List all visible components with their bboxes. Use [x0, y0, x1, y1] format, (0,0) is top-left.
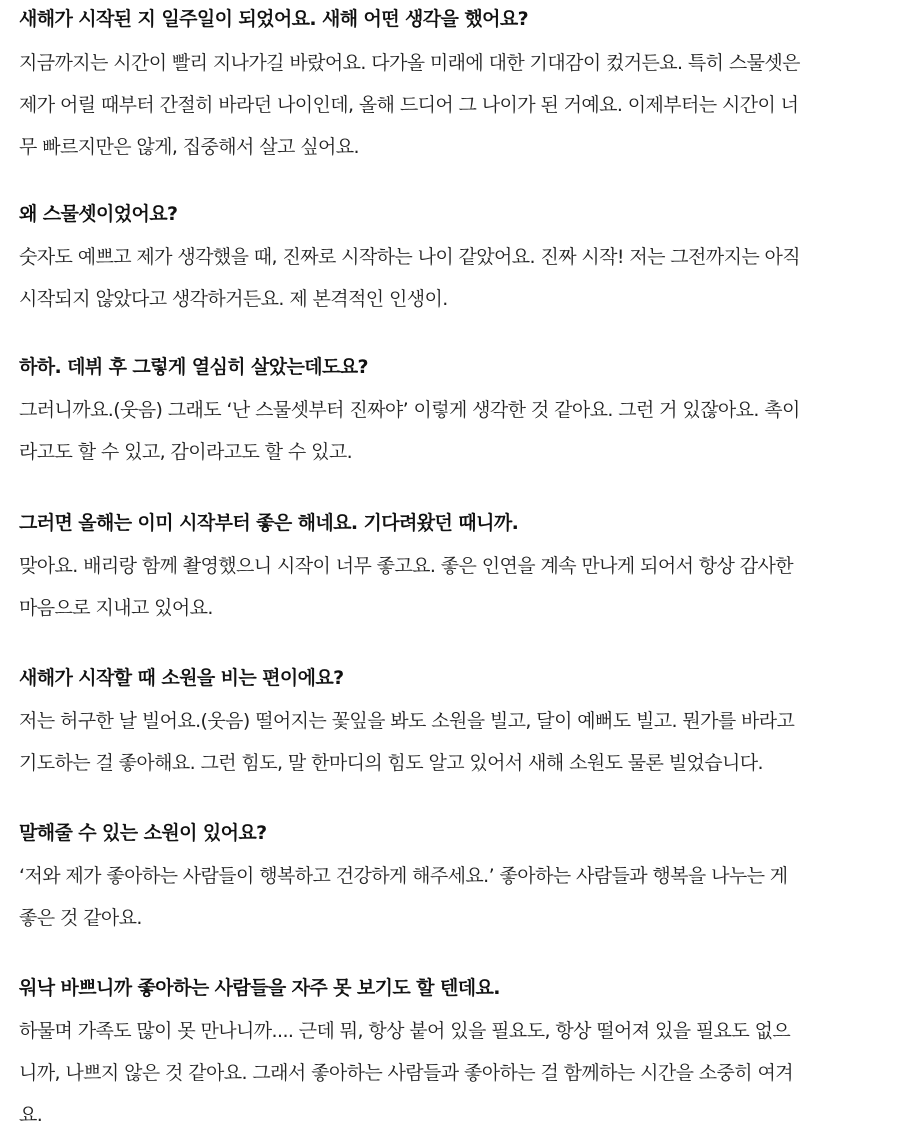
answer-line: 라고도 할 수 있고, 감이라고도 할 수 있고.: [19, 441, 353, 463]
qa-block: [19, 665, 891, 776]
interview-answer: [19, 1018, 891, 1128]
interview-answer: [19, 397, 891, 465]
answer-line: 지금까지는 시간이 빨리 지나가길 바랐어요. 다가올 미래에 대한 기대감이 컸거든요. 특히 스물셋은: [19, 52, 800, 74]
interview-question: 말해줄 수 있는 소원이 있어요?: [19, 822, 267, 844]
answer-line: 마음으로 지내고 있어요.: [19, 597, 213, 619]
qa-block: [19, 820, 891, 931]
interview-answer: [19, 553, 891, 621]
answer-line: 시작되지 않았다고 생각하거든요. 제 본격적인 인생이.: [19, 288, 448, 310]
interview-question: 새해가 시작된 지 일주일이 되었어요. 새해 어떤 생각을 했어요?: [19, 8, 529, 30]
interview-answer: [19, 863, 891, 931]
qa-block: [19, 6, 891, 160]
answer-line: 좋은 것 같아요.: [19, 907, 142, 929]
interview-question: 워낙 바쁘니까 좋아하는 사람들을 자주 못 보기도 할 텐데요.: [19, 977, 500, 999]
interview-answer: [19, 50, 891, 160]
interview-answer: [19, 244, 891, 312]
qa-block: [19, 975, 891, 1128]
answer-line: 하물며 가족도 많이 못 만나니까.... 근데 뭐, 항상 붙어 있을 필요도, 항상 떨어져 있을 필요도 없으: [19, 1020, 791, 1042]
qa-block: [19, 354, 891, 465]
answer-line: 요.: [19, 1104, 43, 1126]
interview-question: 왜 스물셋이었어요?: [19, 203, 178, 225]
answer-line: 그러니까요.(웃음) 그래도 ‘난 스물셋부터 진짜야’ 이렇게 생각한 것 같아요. 그런 거 있잖아요. 촉이: [19, 399, 800, 421]
interview-question: 하하. 데뷔 후 그렇게 열심히 살았는데도요?: [19, 356, 368, 378]
answer-line: 저는 허구한 날 빌어요.(웃음) 떨어지는 꽃잎을 봐도 소원을 빌고, 달이 예뻐도 빌고. 뭔가를 바라고: [19, 710, 795, 732]
answer-line: 숫자도 예쁘고 제가 생각했을 때, 진짜로 시작하는 나이 같았어요. 진짜 시작! 저는 그전까지는 아직: [19, 246, 801, 268]
qa-block: [19, 201, 891, 312]
answer-line: 무 빠르지만은 않게, 집중해서 살고 싶어요.: [19, 136, 359, 158]
answer-line: 제가 어릴 때부터 간절히 바라던 나이인데, 올해 드디어 그 나이가 된 거예요. 이제부터는 시간이 너: [19, 94, 799, 116]
interview-answer: [19, 708, 891, 776]
interview-question: 그러면 올해는 이미 시작부터 좋은 해네요. 기다려왔던 때니까.: [19, 512, 519, 534]
answer-line: 기도하는 걸 좋아해요. 그런 힘도, 말 한마디의 힘도 알고 있어서 새해 소원도 물론 빌었습니다.: [19, 752, 763, 774]
answer-line: 니까, 나쁘지 않은 것 같아요. 그래서 좋아하는 사람들과 좋아하는 걸 함께하는 시간을 소중히 여겨: [19, 1062, 794, 1084]
answer-line: ‘저와 제가 좋아하는 사람들이 행복하고 건강하게 해주세요.’ 좋아하는 사람들과 행복을 나누는 게: [19, 865, 788, 887]
qa-block: [19, 510, 891, 621]
interview-question: 새해가 시작할 때 소원을 비는 편이에요?: [19, 667, 344, 689]
answer-line: 맞아요. 배리랑 함께 촬영했으니 시작이 너무 좋고요. 좋은 인연을 계속 만나게 되어서 항상 감사한: [19, 555, 794, 577]
